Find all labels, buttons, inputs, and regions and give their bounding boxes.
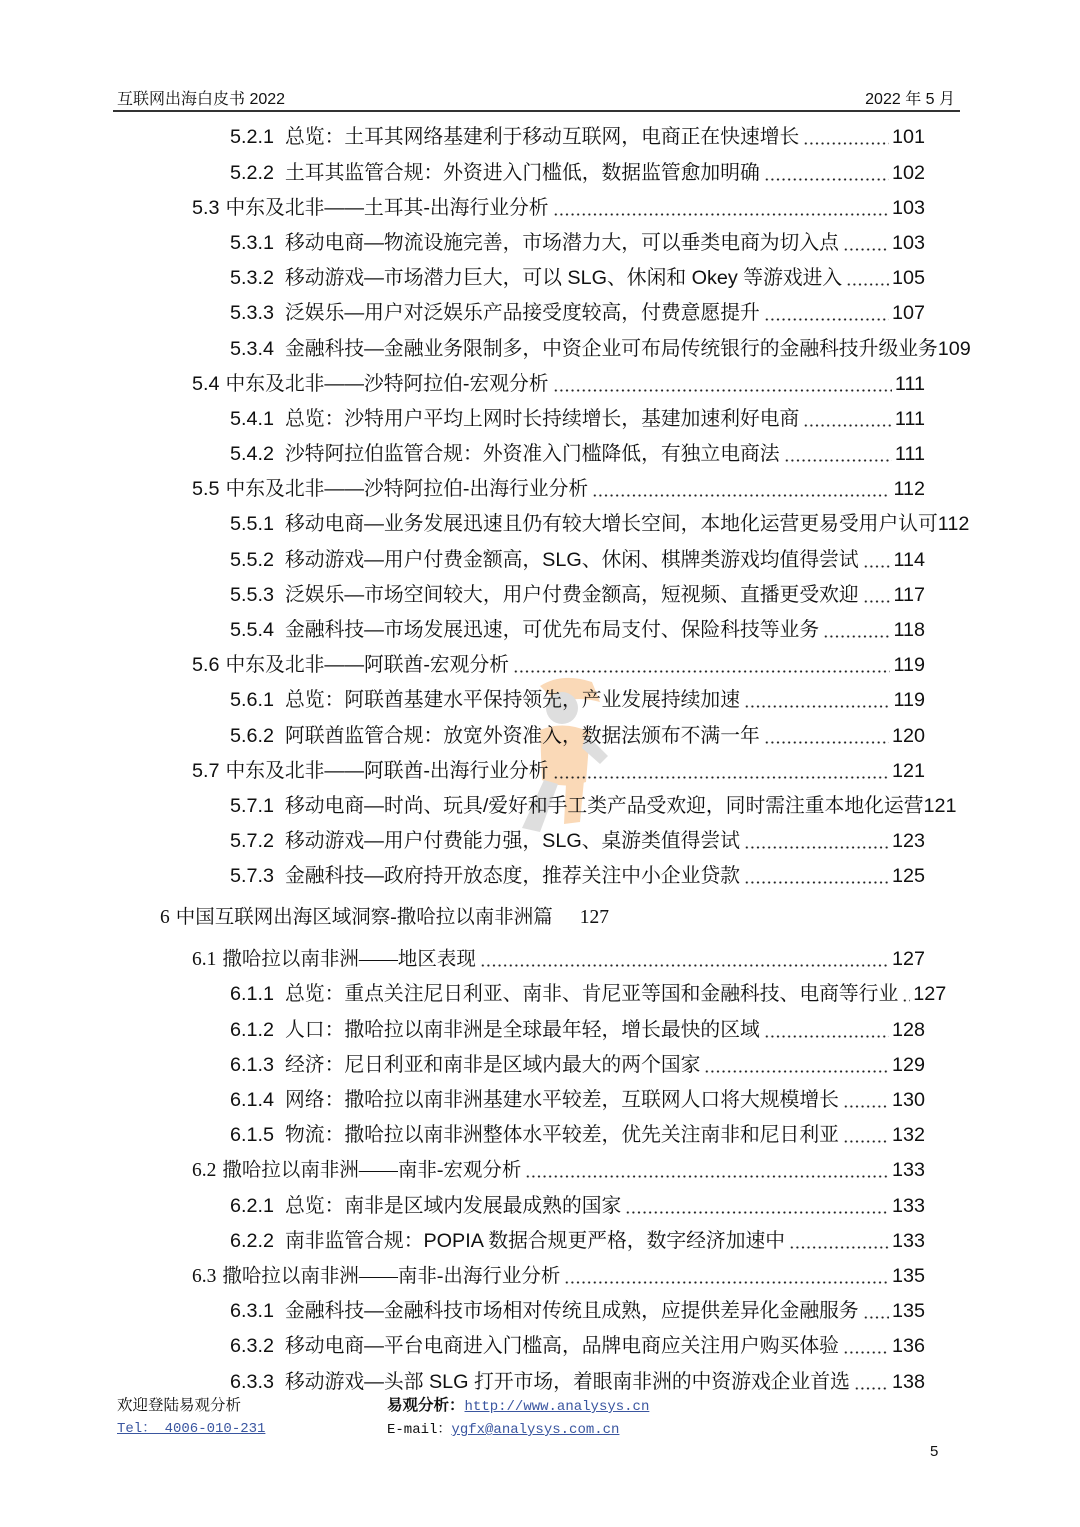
- toc-subsection-entry[interactable]: [230, 156, 925, 191]
- toc-entry-title: 中东及北非——沙特阿拉伯-出海行业分析: [225, 478, 589, 501]
- toc-entry-number: 5.5.2: [230, 548, 274, 571]
- toc-entry-title: 南非监管合规：POPIA 数据合规更严格，数字经济加速中: [285, 1229, 786, 1252]
- toc-entry-number: 5.7.3: [230, 865, 274, 888]
- toc-entry-page-number: 101: [891, 126, 925, 149]
- dot-leader: [843, 1105, 889, 1108]
- footer-email-link[interactable]: ygfx@analysys.com.cn: [451, 1422, 620, 1438]
- toc-entry-page-number: 133: [891, 1159, 925, 1182]
- toc-entry-page-number: 105: [891, 267, 925, 290]
- toc-entry-number: 5.6: [192, 654, 220, 677]
- toc-entry-page-number: 129: [891, 1053, 925, 1076]
- toc-section-entry[interactable]: [192, 1153, 925, 1188]
- toc-entry-page-number: 121: [923, 794, 957, 817]
- toc-subsection-entry[interactable]: [230, 1329, 925, 1364]
- toc-subsection-entry[interactable]: [230, 226, 925, 261]
- toc-entry-number: 6.1.5: [230, 1124, 274, 1147]
- document-title: 互联网出海白皮书 2022: [117, 91, 286, 108]
- toc-entry-page-number: 133: [891, 1194, 925, 1217]
- toc-subsection-entry[interactable]: [230, 1013, 925, 1048]
- toc-entry-number: 5.5.4: [230, 619, 274, 642]
- page-number: 5: [930, 1443, 939, 1460]
- toc-entry-number: 6.2.2: [230, 1229, 274, 1252]
- table-of-contents: [0, 120, 1080, 1399]
- toc-entry-number: 5.3: [192, 196, 220, 219]
- toc-entry-page-number: 103: [891, 196, 925, 219]
- document-date: 2022 年 5 月: [865, 91, 955, 108]
- toc-entry-number: 6.1.4: [230, 1089, 274, 1112]
- toc-entry-number: 6.1.3: [230, 1053, 274, 1076]
- toc-section-entry[interactable]: [192, 1259, 925, 1294]
- toc-entry-title: 移动游戏—用户付费金额高，SLG、休闲、棋牌类游戏均值得尝试: [285, 548, 859, 571]
- toc-entry-title: 总览：南非是区域内发展最成熟的国家: [285, 1194, 622, 1217]
- toc-entry-page-number: 102: [891, 161, 925, 184]
- dot-leader: [625, 1211, 889, 1214]
- toc-subsection-entry[interactable]: [230, 1118, 925, 1153]
- toc-entry-number: 5.7.1: [230, 794, 274, 817]
- dot-leader: [744, 881, 889, 884]
- footer-telephone-link[interactable]: Tel： 4006-010-231: [117, 1421, 266, 1437]
- toc-entry-page-number: 121: [891, 759, 925, 782]
- dot-leader: [803, 142, 889, 145]
- toc-subsection-entry[interactable]: [230, 332, 1080, 367]
- dot-leader: [843, 1140, 889, 1143]
- toc-entry-page-number: 120: [891, 724, 925, 747]
- toc-entry-title: 中国互联网出海区域洞察-撒哈拉以南非洲篇: [175, 907, 553, 929]
- toc-entry-title: 物流：撒哈拉以南非洲整体水平较差，优先关注南非和尼日利亚: [285, 1124, 839, 1147]
- toc-subsection-entry[interactable]: [230, 719, 925, 754]
- toc-entry-page-number: 111: [894, 372, 925, 395]
- toc-entry-number: 5.2.2: [230, 161, 274, 184]
- toc-entry-title: 撒哈拉以南非洲——南非-宏观分析: [222, 1160, 522, 1182]
- toc-entry-title: 网络：撒哈拉以南非洲基建水平较差，互联网人口将大规模增长: [285, 1089, 839, 1112]
- toc-section-entry[interactable]: [192, 367, 925, 402]
- toc-entry-number: 5.5: [192, 478, 220, 501]
- toc-section-entry[interactable]: [192, 648, 925, 683]
- toc-entry-number: 5.3.2: [230, 267, 274, 290]
- toc-entry-title: 移动游戏—头部 SLG 打开市场，着眼南非洲的中资游戏企业首选: [285, 1370, 850, 1393]
- dot-leader: [764, 741, 889, 744]
- toc-entry-number: 5.4: [192, 372, 220, 395]
- toc-subsection-entry[interactable]: [230, 578, 925, 613]
- dot-leader: [553, 389, 892, 392]
- toc-entry-title: 泛娱乐—市场空间较大，用户付费金额高，短视频、直播更受欢迎: [285, 583, 859, 606]
- toc-entry-page-number: 109: [937, 337, 971, 360]
- toc-entry-title: 总览：阿联酋基建水平保持领先，产业发展持续加速: [285, 689, 740, 712]
- toc-entry-number: 5.7: [192, 759, 220, 782]
- dot-leader: [564, 1281, 889, 1284]
- dot-leader: [902, 999, 910, 1002]
- dot-leader: [863, 1316, 889, 1319]
- footer-website: [387, 1396, 649, 1417]
- toc-entry-number: 5.2.1: [230, 126, 274, 149]
- toc-entry-title: 沙特阿拉伯监管合规：外资准入门槛降低，有独立电商法: [285, 443, 780, 466]
- toc-entry-page-number: 136: [891, 1335, 925, 1358]
- dot-leader: [513, 670, 890, 673]
- toc-entry-page-number: 111: [894, 407, 925, 430]
- toc-entry-title: 移动游戏—市场潜力巨大，可以 SLG、休闲和 Okey 等游戏进入: [285, 267, 843, 290]
- toc-entry-page-number: 123: [891, 830, 925, 853]
- toc-subsection-entry[interactable]: [230, 1083, 925, 1118]
- toc-entry-page-number: 119: [893, 654, 925, 677]
- dot-leader: [823, 635, 890, 638]
- dot-leader: [803, 424, 892, 427]
- toc-entry-number: 6: [160, 907, 170, 929]
- toc-entry-page-number: 103: [891, 231, 925, 254]
- toc-entry-number: 6.3.2: [230, 1335, 274, 1358]
- toc-entry-number: 5.4.1: [230, 407, 274, 430]
- dot-leader: [553, 776, 889, 779]
- toc-entry-page-number: 112: [893, 478, 925, 501]
- dot-leader: [843, 248, 889, 251]
- toc-subsection-entry[interactable]: [230, 543, 925, 578]
- toc-entry-page-number: 128: [891, 1018, 925, 1041]
- toc-entry-page-number: 127: [913, 983, 947, 1006]
- toc-entry-title: 撒哈拉以南非洲——南非-出海行业分析: [222, 1265, 561, 1287]
- toc-section-entry[interactable]: [192, 191, 925, 226]
- footer-website-link[interactable]: http://www.analysys.cn: [464, 1399, 650, 1415]
- toc-subsection-entry[interactable]: [230, 1224, 925, 1259]
- toc-entry-page-number: 111: [894, 443, 925, 466]
- toc-entry-title: 阿联酋监管合规：放宽外资准入，数据法颁布不满一年: [285, 724, 760, 747]
- toc-entry-number: 5.7.2: [230, 830, 274, 853]
- toc-section-entry[interactable]: [192, 942, 925, 977]
- footer-welcome-text: 欢迎登陆易观分析: [117, 1397, 242, 1414]
- footer-email-label: E-mail：: [387, 1422, 452, 1438]
- dot-leader: [863, 565, 891, 568]
- dot-leader: [592, 494, 890, 497]
- toc-entry-number: 6.1.1: [230, 983, 274, 1006]
- toc-entry-title: 金融科技—金融科技市场相对传统且成熟，应提供差异化金融服务: [285, 1300, 859, 1323]
- dot-leader: [863, 600, 891, 603]
- toc-subsection-entry[interactable]: [230, 402, 925, 437]
- toc-entry-number: 5.3.3: [230, 302, 274, 325]
- dot-leader: [764, 318, 889, 321]
- toc-subsection-entry[interactable]: [230, 977, 947, 1012]
- toc-entry-title: 经济：尼日利亚和南非是区域内最大的两个国家: [285, 1053, 701, 1076]
- toc-chapter-entry[interactable]: [160, 900, 1080, 935]
- toc-entry-number: 6.1.2: [230, 1018, 274, 1041]
- toc-entry-number: 5.3.4: [230, 337, 274, 360]
- toc-subsection-entry[interactable]: [230, 437, 925, 472]
- dot-leader: [525, 1175, 889, 1178]
- toc-entry-title: 泛娱乐—用户对泛娱乐产品接受度较高，付费意愿提升: [285, 302, 760, 325]
- toc-entry-title: 总览：土耳其网络基建利于移动互联网，电商正在快速增长: [285, 126, 800, 149]
- toc-entry-page-number: 133: [891, 1229, 925, 1252]
- toc-entry-number: 6.3: [192, 1265, 217, 1287]
- toc-entry-page-number: 135: [891, 1264, 925, 1287]
- toc-entry-title: 中东及北非——土耳其-出海行业分析: [225, 196, 549, 219]
- toc-entry-title: 中东及北非——阿联酋-出海行业分析: [225, 759, 549, 782]
- toc-subsection-entry[interactable]: [230, 789, 1080, 824]
- toc-entry-title: 中东及北非——沙特阿拉伯-宏观分析: [225, 372, 549, 395]
- toc-entry-title: 人口：撒哈拉以南非洲是全球最年轻，增长最快的区域: [285, 1018, 760, 1041]
- toc-entry-page-number: 125: [891, 865, 925, 888]
- toc-subsection-entry[interactable]: [230, 1294, 925, 1329]
- toc-entry-page-number: 112: [937, 513, 970, 536]
- toc-entry-title: 总览：沙特用户平均上网时长持续增长，基建加速利好电商: [285, 407, 800, 430]
- dot-leader: [764, 178, 889, 181]
- toc-entry-number: 6.2: [192, 1160, 217, 1182]
- toc-entry-page-number: 127: [579, 907, 609, 929]
- header-divider: [113, 110, 960, 112]
- dot-leader: [744, 846, 889, 849]
- toc-subsection-entry[interactable]: [230, 1189, 925, 1224]
- toc-subsection-entry[interactable]: [230, 507, 1080, 542]
- toc-entry-title: 金融科技—金融业务限制多，中资企业可布局传统银行的金融科技升级业务: [285, 337, 938, 360]
- dot-leader: [553, 213, 889, 216]
- dot-leader: [784, 459, 892, 462]
- toc-entry-page-number: 114: [893, 548, 925, 571]
- toc-entry-page-number: 132: [891, 1124, 925, 1147]
- footer-website-label: 易观分析：: [387, 1397, 465, 1414]
- toc-entry-number: 6.1: [192, 949, 217, 971]
- toc-entry-page-number: 118: [893, 619, 925, 642]
- toc-entry-number: 6.3.3: [230, 1370, 274, 1393]
- toc-entry-number: 6.3.1: [230, 1300, 274, 1323]
- toc-entry-number: 5.6.2: [230, 724, 274, 747]
- toc-entry-title: 中东及北非——阿联酋-宏观分析: [225, 654, 510, 677]
- dot-leader: [843, 1351, 889, 1354]
- dot-leader: [704, 1070, 889, 1073]
- toc-entry-page-number: 119: [893, 689, 925, 712]
- dot-leader: [744, 705, 890, 708]
- toc-subsection-entry[interactable]: [230, 613, 925, 648]
- toc-entry-number: 5.6.1: [230, 689, 274, 712]
- dot-leader: [764, 1035, 889, 1038]
- toc-entry-page-number: 138: [891, 1370, 925, 1393]
- toc-entry-page-number: 135: [891, 1300, 925, 1323]
- toc-entry-page-number: 127: [891, 948, 925, 971]
- toc-entry-title: 移动电商—时尚、玩具/爱好和手工类产品受欢迎，同时需注重本地化运营: [285, 794, 924, 817]
- dot-leader: [480, 964, 889, 967]
- dot-leader: [854, 1387, 889, 1390]
- toc-entry-title: 金融科技—市场发展迅速，可优先布局支付、保险科技等业务: [285, 619, 820, 642]
- toc-subsection-entry[interactable]: [230, 120, 925, 155]
- dot-leader: [789, 1246, 889, 1249]
- toc-entry-title: 金融科技—政府持开放态度，推荐关注中小企业贷款: [285, 865, 740, 888]
- toc-subsection-entry[interactable]: [230, 296, 925, 331]
- toc-subsection-entry[interactable]: [230, 261, 925, 296]
- toc-subsection-entry[interactable]: [230, 1048, 925, 1083]
- toc-entry-title: 移动电商—平台电商进入门槛高，品牌电商应关注用户购买体验: [285, 1335, 839, 1358]
- toc-entry-title: 撒哈拉以南非洲——地区表现: [222, 949, 476, 971]
- toc-subsection-entry[interactable]: [230, 859, 925, 894]
- toc-entry-title: 土耳其监管合规：外资进入门槛低，数据监管愈加明确: [285, 161, 760, 184]
- toc-entry-title: 移动电商—物流设施完善，市场潜力大，可以垂类电商为切入点: [285, 231, 839, 254]
- toc-subsection-entry[interactable]: [230, 683, 925, 718]
- toc-entry-title: 移动电商—业务发展迅速且仍有较大增长空间，本地化运营更易受用户认可: [285, 513, 938, 536]
- toc-entry-page-number: 130: [891, 1089, 925, 1112]
- footer-email: [387, 1419, 619, 1440]
- toc-entry-number: 6.2.1: [230, 1194, 274, 1217]
- toc-entry-title: 移动游戏—用户付费能力强，SLG、桌游类值得尝试: [285, 830, 740, 853]
- toc-section-entry[interactable]: [192, 472, 925, 507]
- toc-entry-number: 5.5.1: [230, 513, 274, 536]
- toc-entry-page-number: 107: [891, 302, 925, 325]
- toc-section-entry[interactable]: [192, 754, 925, 789]
- toc-entry-page-number: 117: [893, 583, 925, 606]
- toc-entry-number: 5.3.1: [230, 231, 274, 254]
- toc-entry-title: 总览：重点关注尼日利亚、南非、肯尼亚等国和金融科技、电商等行业: [285, 983, 899, 1006]
- toc-entry-number: 5.4.2: [230, 443, 274, 466]
- toc-subsection-entry[interactable]: [230, 824, 925, 859]
- toc-subsection-entry[interactable]: [230, 1365, 925, 1400]
- dot-leader: [846, 283, 889, 286]
- toc-entry-number: 5.5.3: [230, 583, 274, 606]
